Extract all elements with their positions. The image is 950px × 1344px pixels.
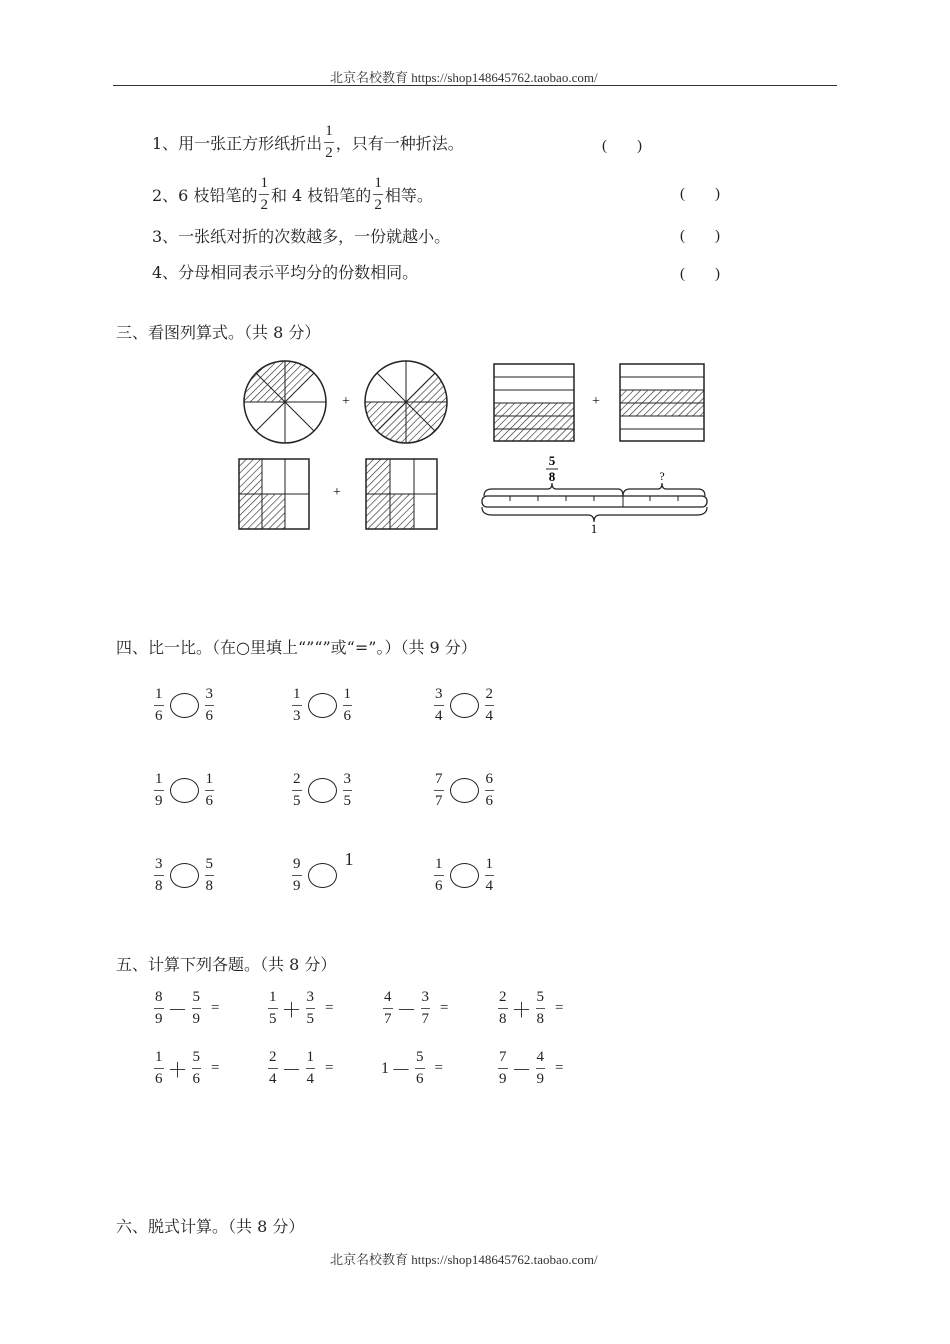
compare-item-9: 1 6 1 4 [435, 856, 493, 894]
calc-item-1: 8 9 － $\frac{5}{9}$ = [155, 989, 220, 1027]
judge-q4: 4、分母相同表示平均分的份数相同。 [152, 263, 419, 282]
answer-paren-3[interactable]: ( ) [680, 228, 720, 244]
strip-figure-1 [494, 364, 574, 441]
plus-sign: + [342, 394, 350, 409]
calc-item-4: 2 8 ＋ $\frac{5}{8}$ = [499, 989, 564, 1027]
judge-q2-pre: 2、6 枝铅笔的 [152, 186, 258, 205]
circle-figure-1 [244, 361, 326, 443]
bracket-question: ? [659, 469, 665, 483]
compare-item-5: 2 5 3 5 [293, 771, 351, 809]
compare-item-7: 3 8 5 8 [155, 856, 213, 894]
judge-q1-post: ，只有一种折法。 [335, 134, 464, 153]
section-5-title: 五、计算下列各题。（共 8 分） [116, 955, 337, 974]
judge-q1 [152, 124, 464, 161]
calc-item-2: 1 5 ＋ $\frac{3}{5}$ = [269, 989, 334, 1027]
compare-item-2: 1 3 1 6 [293, 686, 351, 724]
header-rule [113, 85, 837, 86]
calc-item-6: 2 4 － $\frac{1}{4}$ = [269, 1049, 334, 1087]
calc-item-8: 7 9 － $\frac{4}{9}$ = [499, 1049, 564, 1087]
section-3-figures [230, 355, 720, 535]
compare-circle[interactable] [170, 778, 199, 803]
circle-figure-2 [365, 361, 447, 443]
fraction: 1 2 [260, 175, 268, 213]
compare-item-1: 1 6 3 6 [155, 686, 213, 724]
calc-item-5: 1 6 ＋ $\frac{5}{6}$ = [155, 1049, 220, 1087]
fraction: 1 2 [374, 175, 382, 213]
fraction: 1 2 [325, 123, 333, 161]
judge-q2 [152, 176, 433, 213]
compare-item-8: 9 9 1 [293, 849, 354, 894]
judge-q2-post: 相等。 [384, 186, 433, 205]
section-4-title: 四、比一比。（在○里填上“”“”或“=”。）（共 9 分） [116, 638, 477, 657]
compare-item-4: 1 9 1 6 [155, 771, 213, 809]
plus-sign: + [333, 485, 341, 500]
compare-circle[interactable] [450, 693, 479, 718]
compare-circle[interactable] [308, 693, 337, 718]
judge-q3: 3、一张纸对折的次数越多，一份就越小。 [152, 227, 451, 246]
judge-q2-mid: 和 4 枝铅笔的 [270, 186, 372, 205]
answer-paren-4[interactable]: ( ) [680, 266, 720, 282]
compare-circle[interactable] [308, 863, 337, 888]
answer-paren-2[interactable]: ( ) [680, 186, 720, 202]
compare-circle[interactable] [170, 693, 199, 718]
whole-number: 1 [344, 849, 354, 869]
judge-q1-pre: 1、用一张正方形纸折出 [152, 134, 323, 153]
compare-circle[interactable] [450, 863, 479, 888]
page-header: 北京名校教育 https://shop148645762.taobao.com/ [330, 70, 598, 85]
grid-figure-1 [239, 459, 309, 529]
bracket-figure [482, 453, 707, 535]
bracket-top-denominator: 8 [548, 469, 556, 484]
compare-circle[interactable] [170, 863, 199, 888]
calc-item-7: 1 － $\frac{5}{6}$ = [381, 1049, 443, 1087]
compare-circle[interactable] [450, 778, 479, 803]
section-6-title: 六、脱式计算。（共 8 分） [116, 1217, 305, 1236]
strip-figure-2 [620, 364, 704, 441]
section-3-title: 三、看图列算式。（共 8 分） [116, 323, 321, 342]
compare-circle[interactable] [308, 778, 337, 803]
page-footer: 北京名校教育 https://shop148645762.taobao.com/ [330, 1252, 598, 1267]
bracket-top-numerator: 5 [548, 453, 556, 468]
grid-figure-2 [366, 459, 437, 529]
plus-sign: + [592, 394, 600, 409]
compare-item-6: 7 7 6 6 [435, 771, 493, 809]
answer-paren-1[interactable]: ( ) [602, 138, 642, 154]
calc-item-3: 4 7 － $\frac{3}{7}$ = [384, 989, 449, 1027]
bracket-bottom-label: 1 [590, 521, 598, 535]
compare-item-3: 3 4 2 4 [435, 686, 493, 724]
